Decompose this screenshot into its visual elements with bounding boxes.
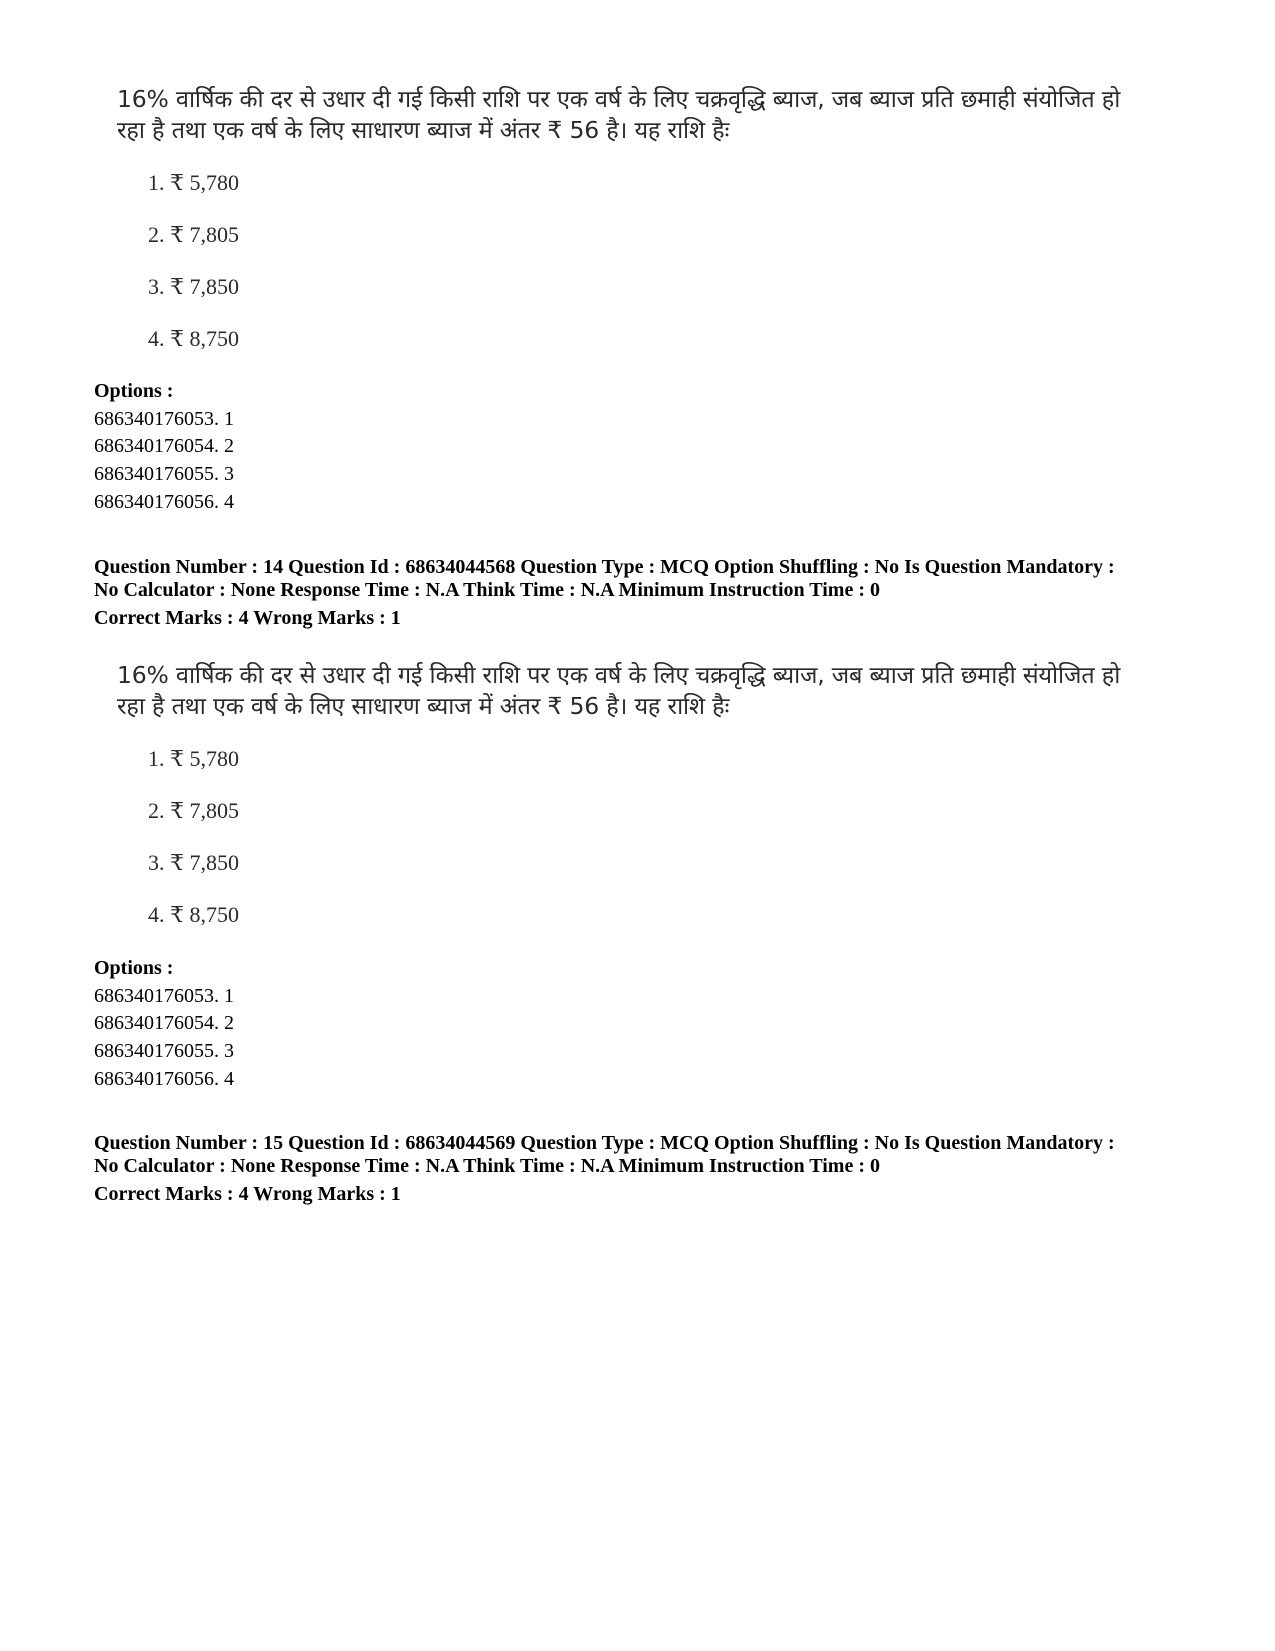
question-text-line-2: रहा है तथा एक वर्ष के लिए साधारण ब्याज में अंतर ₹ 56 है। यह राशि हैः [117,116,730,144]
option-id-2: 686340176054. 2 [94,1012,234,1034]
options-label: Options : [94,957,174,979]
answer-choice-1: 1. ₹ 5,780 [148,170,239,195]
meta-line-1: Question Number : 15 Question Id : 68634044569 Question Type : MCQ Option Shuffling : No Is Question Mandatory : [94,1132,1115,1154]
answer-choice-2: 2. ₹ 7,805 [148,222,239,247]
options-label: Options : [94,380,174,402]
option-id-4: 686340176056. 4 [94,491,234,513]
question-text-line-1: 16% वार्षिक की दर से उधार दी गई किसी राशि पर एक वर्ष के लिए चक्रवृद्धि ब्याज, जब ब्याज प्रति छमाही संयोजित हो [117,85,1121,113]
option-id-3: 686340176055. 3 [94,1040,234,1062]
option-id-2: 686340176054. 2 [94,435,234,457]
meta-line-2: No Calculator : None Response Time : N.A Think Time : N.A Minimum Instruction Time : 0 [94,579,880,601]
answer-choice-4: 4. ₹ 8,750 [148,326,239,351]
option-id-1: 686340176053. 1 [94,408,234,430]
meta-marks: Correct Marks : 4 Wrong Marks : 1 [94,1183,401,1205]
question-text-line-1: 16% वार्षिक की दर से उधार दी गई किसी राशि पर एक वर्ष के लिए चक्रवृद्धि ब्याज, जब ब्याज प्रति छमाही संयोजित हो [117,661,1121,689]
meta-line-1: Question Number : 14 Question Id : 68634044568 Question Type : MCQ Option Shuffling : No Is Question Mandatory : [94,556,1115,578]
answer-choice-3: 3. ₹ 7,850 [148,850,239,875]
answer-choice-4: 4. ₹ 8,750 [148,902,239,927]
question-text-line-2: रहा है तथा एक वर्ष के लिए साधारण ब्याज में अंतर ₹ 56 है। यह राशि हैः [117,692,730,720]
option-id-1: 686340176053. 1 [94,985,234,1007]
meta-line-2: No Calculator : None Response Time : N.A Think Time : N.A Minimum Instruction Time : 0 [94,1155,880,1177]
answer-choice-1: 1. ₹ 5,780 [148,746,239,771]
answer-choice-3: 3. ₹ 7,850 [148,274,239,299]
answer-choice-2: 2. ₹ 7,805 [148,798,239,823]
option-id-3: 686340176055. 3 [94,463,234,485]
option-id-4: 686340176056. 4 [94,1068,234,1090]
meta-marks: Correct Marks : 4 Wrong Marks : 1 [94,607,401,629]
